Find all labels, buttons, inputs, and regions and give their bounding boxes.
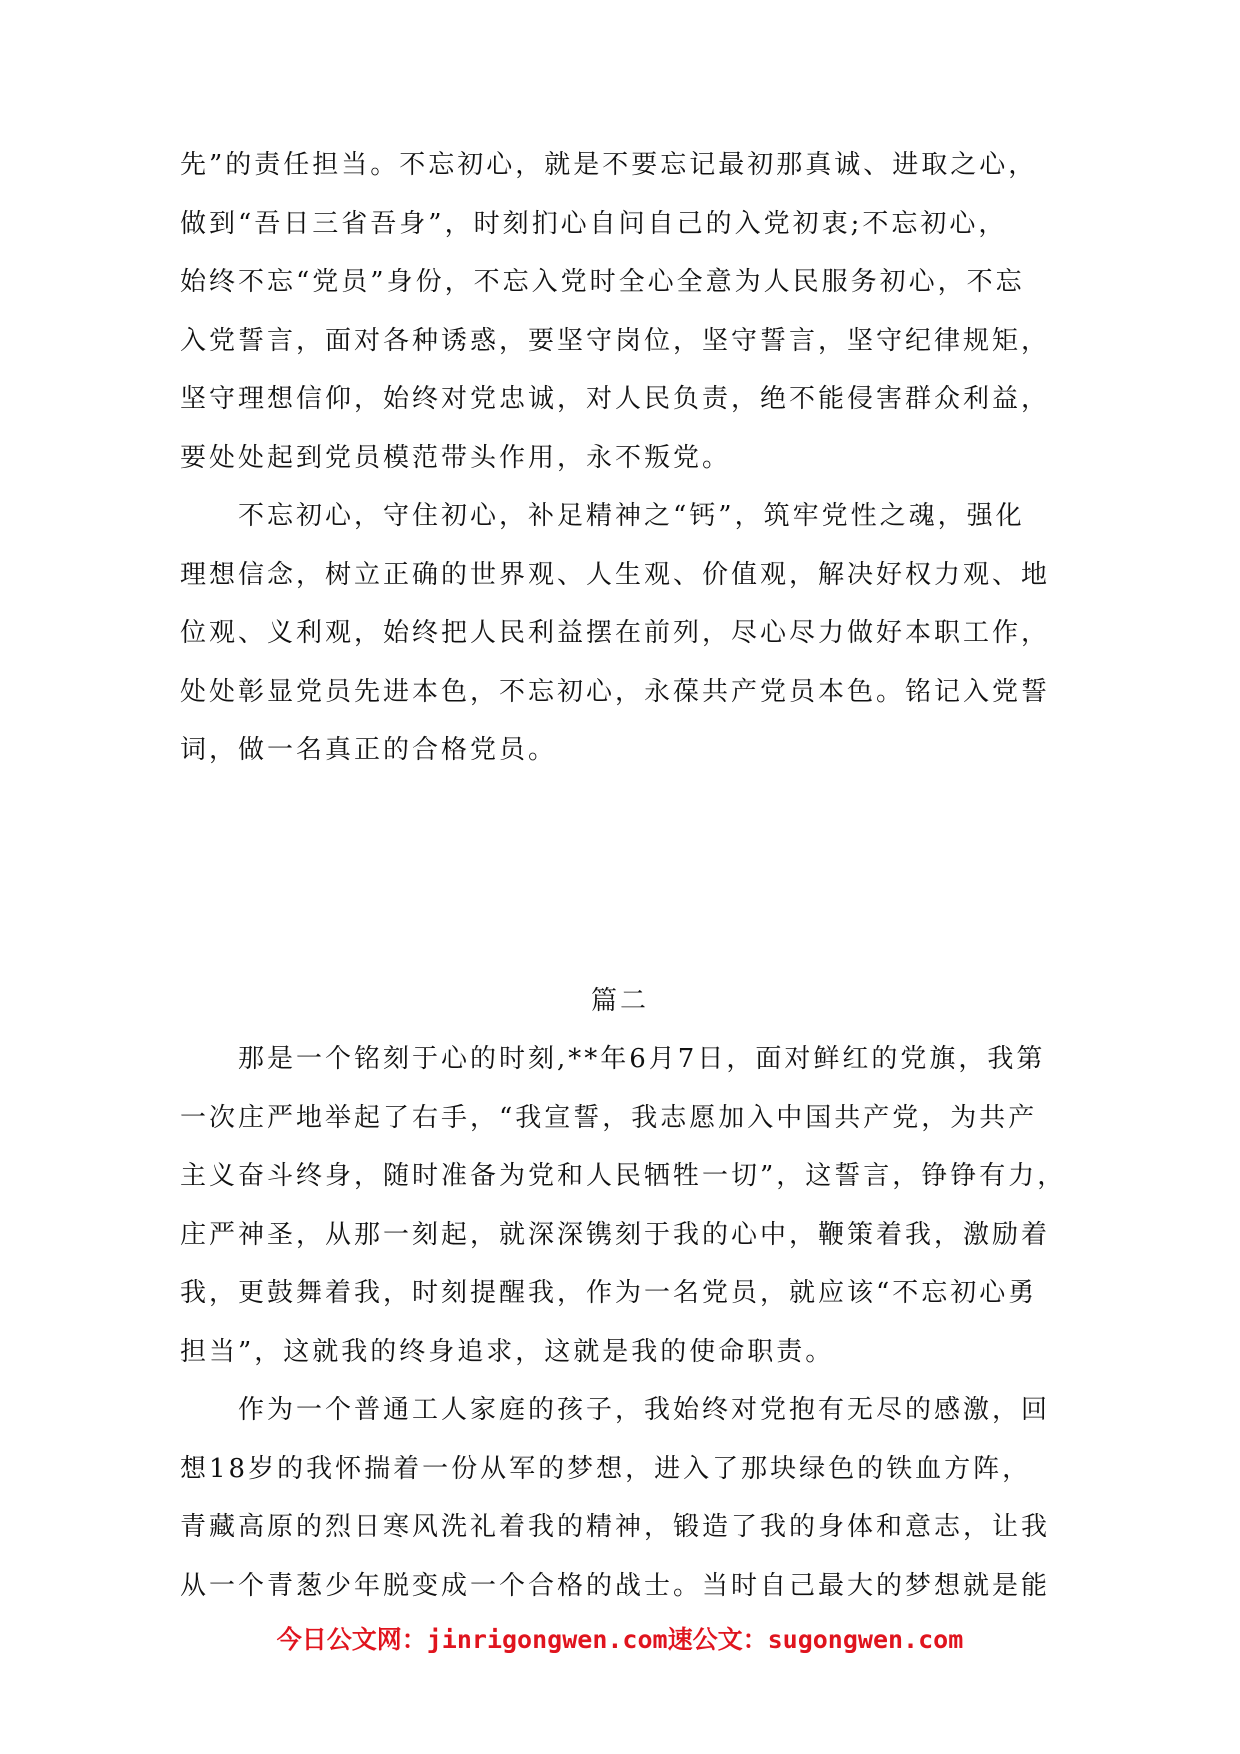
text-line: 庄严神圣，从那一刻起，就深深镌刻于我的心中，鞭策着我，激励着 xyxy=(180,1219,1051,1250)
text-line: 想18岁的我怀揣着一份从军的梦想，进入了那块绿色的铁血方阵， xyxy=(180,1453,1032,1484)
text-line: 入党誓言，面对各种诱惑，要坚守岗位，坚守誓言，坚守纪律规矩， xyxy=(180,325,1051,356)
text-line: 位观、义利观，始终把人民利益摆在前列，尽心尽力做好本职工作， xyxy=(180,618,1051,648)
text-line: 做到“吾日三省吾身”，时刻扪心自问自己的入党初衷;不忘初心， xyxy=(180,208,1008,239)
text-line: 坚守理想信仰，始终对党忠诚，对人民负责，绝不能侵害群众利益， xyxy=(180,384,1051,414)
text-line: 担当”，这就我的终身追求，这就是我的使命职责。 xyxy=(180,1336,835,1367)
paragraph-conclusion xyxy=(180,487,1060,780)
text-line: 理想信念，树立正确的世界观、人生观、价值观，解决好权力观、地 xyxy=(180,559,1051,590)
text-line: 青藏高原的烈日寒风洗礼着我的精神，锻造了我的身体和意志，让我 xyxy=(180,1512,1051,1542)
footer-site1-name: 今日公文网： xyxy=(276,1625,427,1654)
text-line: 主义奋斗终身，随时准备为党和人民牺牲一切”，这誓言，铮铮有力， xyxy=(180,1161,1067,1191)
text-line: 那是一个铭刻于心的时刻,**年6月7日，面对鲜红的党旗，我第 xyxy=(238,1044,1046,1074)
footer-site2-link[interactable]: sugongwen.com xyxy=(767,1625,964,1654)
text-line: 从一个青葱少年脱变成一个合格的战士。当时自己最大的梦想就是能 xyxy=(180,1570,1051,1601)
text-line: 一次庄严地举起了右手，“我宣誓，我志愿加入中国共产党，为共产 xyxy=(180,1102,1038,1133)
text-line: 要处处起到党员模范带头作用，永不叛党。 xyxy=(180,442,732,473)
footer-watermark xyxy=(0,1620,1240,1656)
paragraph-continued xyxy=(180,136,1060,487)
text-line: 始终不忘“党员”身份，不忘入党时全心全意为人民服务初心，不忘 xyxy=(180,267,1025,297)
text-line: 处处彰显党员先进本色，不忘初心，永葆共产党员本色。铭记入党誓 xyxy=(180,676,1051,707)
text-line: 作为一个普通工人家庭的孩子，我始终对党抱有无尽的感激，回 xyxy=(238,1395,1051,1425)
text-line: 我，更鼓舞着我，时刻提醒我，作为一名党员，就应该“不忘初心勇 xyxy=(180,1278,1038,1308)
text-line: 先”的责任担当。不忘初心，就是不要忘记最初那真诚、进取之心， xyxy=(180,150,1038,180)
footer-site1-link[interactable]: jinrigongwen.com xyxy=(426,1625,668,1654)
paragraph-background xyxy=(180,1381,1060,1615)
text-line: 词，做一名真正的合格党员。 xyxy=(180,735,558,765)
text-line: 不忘初心，守住初心，补足精神之“钙”，筑牢党性之魂，强化 xyxy=(238,501,1025,531)
footer-site2-name: 速公文： xyxy=(667,1625,768,1654)
paragraph-oath xyxy=(180,1030,1067,1381)
section-title: 篇二 xyxy=(590,986,649,1016)
